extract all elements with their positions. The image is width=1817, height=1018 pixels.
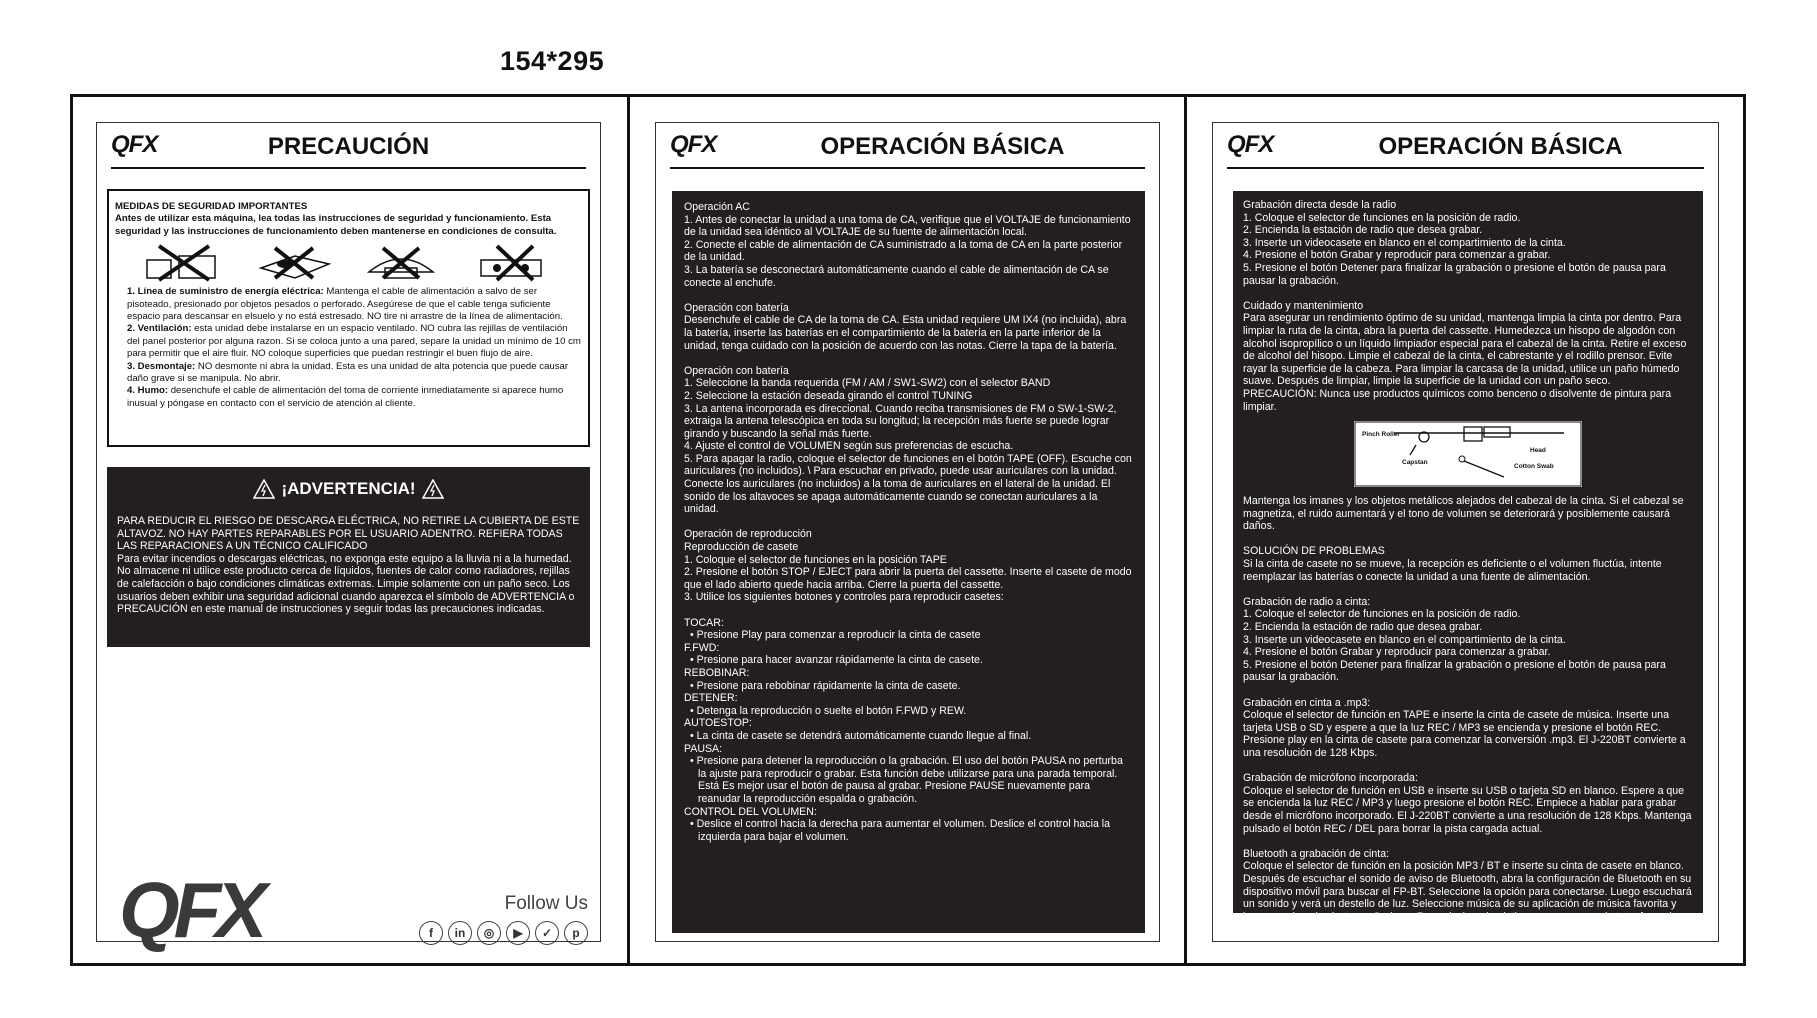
instruction-blocks — [1243, 495, 1693, 923]
crossed-out-icon — [139, 242, 229, 282]
control-description: • Presione para hacer avanzar rápidamente la cinta de casete. — [690, 654, 983, 667]
text-line: 5. Presione el botón Detener para finalizar la grabación o presione el botón de pausa para pausar la grabación. — [1243, 261, 1666, 287]
warning-text: Para evitar incendios o descargas eléctricas, no exponga este equipo a la lluvia ni a la humedad. No almacene ni utilice este producto cerca de líquidos, fuentes de calor como radiadores, rejillas de calefacción o bajo condiciones climáticas extremas. Limpie solamente con un paño seco. Los usuarios deben exhibir una seguridad adicional cuando aparezca el símbolo de ADVERTENCIA o PRECAUCIÓN en este manual de instrucciones y seguir todas las precauciones indicadas. — [117, 552, 575, 616]
instructions-box — [1233, 191, 1703, 923]
facebook-icon[interactable]: f — [419, 921, 443, 945]
page-title: OPERACIÓN BÁSICA — [820, 133, 1065, 160]
text-line: Grabación de radio a cinta: — [1243, 595, 1371, 608]
panel-precaucion — [96, 122, 601, 954]
panel-divider — [1184, 94, 1187, 966]
control-name: TOCAR: — [684, 616, 724, 629]
text-line: 1. Coloque el selector de funciones en la posición TAPE — [684, 553, 947, 566]
pinterest-icon[interactable]: p — [564, 921, 588, 945]
text-line: PRECAUCIÓN: Nunca use productos químicos como benceno o disolvente de pintura para limpiar. — [1243, 387, 1672, 413]
control-description: • Detenga la reproducción o suelte el botón F.FWD y REW. — [690, 704, 967, 717]
brand-logo-large: QFX — [119, 866, 262, 954]
text-line: Cuidado y mantenimiento — [1243, 299, 1364, 312]
youtube-icon[interactable]: ▶ — [506, 921, 530, 945]
text-line: Desenchufe el cable de CA de la toma de CA. Esta unidad requiere UM IX4 (no incluida), abra la batería, inserte las baterías en el compartimiento de la batería en la parte inferior de la unidad, tenga cuidado con la posición de acuerdo con las notas. Cierre la tapa de la batería. — [684, 314, 1127, 352]
instruction-blocks — [684, 201, 1133, 604]
pinch-roller-label: Pinch Roller — [1362, 431, 1400, 439]
control-description: • La cinta de casete se detendrá automáticamente cuando llegue al final. — [690, 729, 1032, 742]
crossed-out-icon — [361, 242, 441, 282]
title-rule — [670, 167, 1145, 169]
safety-box — [107, 189, 590, 447]
safety-illustrations — [115, 238, 582, 286]
text-line: Grabación en cinta a .mp3: — [1243, 696, 1371, 709]
text-line: Mantenga los imanes y los objetos metálicos alejados del cabezal de la cinta. Si el cabezal se magnetiza, el ruido aumentará y el tono de volumen se deteriorará y posiblemente causará daños. — [1243, 495, 1684, 533]
twitter-icon[interactable]: ✓ — [535, 921, 559, 945]
control-name: F.FWD: — [684, 641, 720, 654]
follow-us — [419, 893, 588, 945]
text-line: 5. Presione el botón Detener para finalizar la grabación o presione el botón de pausa para pausar la grabación. — [1243, 658, 1666, 684]
text-line: SOLUCIÓN DE PROBLEMAS — [1243, 545, 1385, 558]
safety-intro: Antes de utilizar esta máquina, lea todas las instrucciones de seguridad y funcionamiento. Esta seguridad y las instrucciones de funcionamiento deben mantenerse en condiciones de consulta. — [115, 213, 557, 237]
instagram-icon[interactable]: ◎ — [477, 921, 501, 945]
control-description: • Presione para detener la reproducción o la grabación. El uso del botón PAUSA no perturba la ajuste para reproducir o grabar. Esta función debe utilizarse para una parada temporal. Está Es mejor usar el botón de pausa al grabar. Presione PAUSE nuevamente para reanudar la reproducción espalda o grabación. — [690, 755, 1123, 805]
head-label: Head — [1530, 447, 1546, 455]
control-name: REBOBINAR: — [684, 666, 750, 679]
crossed-out-icon — [467, 242, 557, 282]
instruction-blocks — [1243, 199, 1693, 413]
safety-item: 1. Línea de suministro de energía eléctrica: Mantenga el cable de alimentación a salvo de ser pisoteado, presionado por objetos pesados o perforado. Asegúrese de que el cable tenga suficiente espacio para descansar en elsuelo y no está estresado. NO tire ni arrastre de la línea de alimentación. — [127, 286, 563, 323]
text-line: 3. Inserte un videocasete en blanco en el compartimiento de la cinta. — [1243, 236, 1566, 249]
warning-box — [107, 467, 590, 647]
brand-logo: QFX — [1227, 131, 1274, 158]
text-line: Operación con batería — [684, 301, 789, 314]
text-line: 2. Encienda la estación de radio que desea grabar. — [1243, 224, 1483, 237]
panel-operacion-basica-1 — [655, 122, 1160, 942]
text-line: 1. Antes de conectar la unidad a una toma de CA, verifique que el VOLTAJE de funcionamiento de la unidad sea idéntico al VOLTAJE de su fuente de alimentación local. — [684, 213, 1131, 239]
text-line: Coloque el selector de función en USB e inserte su USB o tarjeta SD en blanco. Espere a que se encienda la luz REC / MP3 y luego presione el botón REC. Empiece a hablar para grabar desde el micrófono incorporado. El J-220BT convierte a una resolución de 128 Kbps. Mantenga pulsado el botón REC / DEL para borrar la pista cargada actual. — [1243, 784, 1692, 835]
text-line: 3. La antena incorporada es direccional. Cuando reciba transmisiones de FM o SW-1-SW-2, extraiga la antena telescópica en toda su longitud; la recepción más fuerte se puede lograr girando y buscando la señal más fuerte. — [684, 402, 1117, 440]
brand-logo: QFX — [670, 131, 717, 158]
text-line: Grabación directa desde la radio — [1243, 199, 1397, 211]
text-line: 1. Coloque el selector de funciones en la posición de radio. — [1243, 211, 1521, 224]
text-line: Grabación de micrófono incorporada: — [1243, 772, 1418, 785]
cotton-swab-label: Cotton Swab — [1514, 463, 1554, 471]
text-line: Operación con batería — [684, 364, 789, 377]
control-name: PAUSA: — [684, 742, 723, 755]
text-line: Coloque el selector de función en TAPE e inserte la cinta de casete de música. Inserte una tarjeta USB o SD y espere a que la luz REC / MP3 se encienda y presione el botón REC. Presione play en la cinta de casete para comenzar la conversión .mp3. El J-220BT convierte a una resolución de 128 Kbps. — [1243, 709, 1686, 759]
tape-head-diagram — [1354, 421, 1582, 487]
text-line: 4. Presione el botón Grabar y reproducir para comenzar a grabar. — [1243, 646, 1551, 659]
follow-us-label: Follow Us — [504, 893, 588, 914]
capstan-label: Capstan — [1402, 459, 1428, 467]
linkedin-icon[interactable]: in — [448, 921, 472, 945]
text-line: 3. Utilice los siguientes botones y controles para reproducir casetes: — [684, 591, 1004, 604]
text-line: Para asegurar un rendimiento óptimo de su unidad, mantenga limpia la cinta por dentro. Para limpiar la ruta de la cinta, abra la puerta del cassette. Humedezca un hisopo de algodón con alcohol isopropílico o un líquido limpiador especial para el cabezal de la cinta. Retire el exceso de alcohol del hisopo. Limpie el cabezal de la cinta, el cabrestante y el rodillo prensor. Evite rayar la superficie de la cabeza. Para limpiar la carcasa de la unidad, utilice un paño húmedo suave. Después de limpiar, limpie la superficie de la unidad con un paño seco. — [1243, 312, 1687, 388]
text-line: Si la cinta de casete no se mueve, la recepción es deficiente o el volumen fluctúa, intente reemplazar las baterías o conecte la unidad a una fuente de alimentación. — [1243, 558, 1662, 583]
title-rule — [1227, 167, 1704, 169]
text-line: 2. Encienda la estación de radio que desea grabar. — [1243, 621, 1483, 634]
safety-heading: MEDIDAS DE SEGURIDAD IMPORTANTES — [115, 201, 308, 212]
brand-logo: QFX — [111, 131, 158, 158]
page-title: OPERACIÓN BÁSICA — [1378, 133, 1623, 160]
control-name: AUTOESTOP: — [684, 717, 752, 730]
text-line: 5. Para apagar la radio, coloque el selector de funciones en el botón TAPE (OFF). Escuche con auriculares (no incluidos). \ Para escuchar en privado, puede usar auriculares con la unidad. Conecte los auriculares (no incluidos) a la toma de auriculares en el lateral de la unidad. El sonido de los altavoces se apaga automáticamente cuando se conectan auriculares a la unidad. — [684, 452, 1132, 516]
text-line: Operación AC — [684, 201, 750, 213]
safety-item: 3. Desmontaje: NO desmonte ni abra la unidad. Esta es una unidad de alta potencia que puede causar daño grave si se manipula. No abrir. — [127, 360, 569, 385]
text-line: 4. Ajuste el control de VOLUMEN según sus preferencias de escucha. — [684, 440, 1014, 453]
text-line: Coloque el selector de función en la posición MP3 / BT e inserte su cinta de casete en blanco. Después de escuchar el sonido de aviso de Bluetooth, abra la configuración de Bluetooth en su dispositivo móvil para buscar el FP-BT. Seleccione la opción para conectarse. Luego escuchará un sonido y verá un destello de luz. Seleccione música de su aplicación de música favorita y luego presione los botones Grabar y Reproducir en la platina para comenzar la transferencia. — [1243, 860, 1692, 923]
text-line: 1. Coloque el selector de funciones en la posición de radio. — [1243, 608, 1521, 621]
safety-item: 2. Ventilación: esta unidad debe instalarse en un espacio ventilado. NO cubra las rejillas de ventilación del panel posterior por alguna razon. Si se coloca junto a una pared, separe la unidad un mínimo de 10 cm para permitir que el aire fluir. NO coloque superficies que puedan restringir el buen flujo de aire. — [127, 323, 581, 360]
size-label: 154*295 — [500, 46, 605, 76]
text-line: 2. Seleccione la estación deseada girando el control TUNING — [684, 389, 973, 402]
control-description: • Deslice el control hacia la derecha para aumentar el volumen. Deslice el control hacia la izquierda para bajar el volumen. — [690, 818, 1111, 843]
warning-text: PARA REDUCIR EL RIESGO DE DESCARGA ELÉCTRICA, NO RETIRE LA CUBIERTA DE ESTE ALTAVOZ. NO HAY PARTES REPARABLES POR EL USUARIO ADENTRO. REFIERA TODAS LAS REPARACIONES A UN TÉCNICO CALIFICADO — [117, 515, 580, 553]
social-icons — [419, 921, 588, 945]
text-line: Reproducción de casete — [684, 541, 799, 554]
text-line: 2. Conecte el cable de alimentación de CA suministrado a la toma de CA en la parte posterior de la unidad. — [684, 238, 1123, 264]
control-name: DETENER: — [684, 692, 738, 705]
controls-list — [684, 604, 1133, 843]
text-line: 1. Seleccione la banda requerida (FM / AM / SW1-SW2) con el selector BAND — [684, 377, 1051, 390]
control-description: • Presione Play para comenzar a reproducir la cinta de casete — [690, 629, 981, 642]
warning-icon — [253, 479, 275, 499]
text-line: 2. Presione el botón STOP / EJECT para abrir la puerta del cassette. Inserte el casete de modo que el lado abierto quede hacia arriba. Cierre la puerta del cassette. — [684, 566, 1132, 591]
text-line: Operación de reproducción — [684, 528, 812, 541]
title-rule — [111, 167, 586, 169]
panel-operacion-basica-2 — [1212, 122, 1719, 942]
warning-title: ¡ADVERTENCIA! — [117, 479, 580, 499]
control-description: • Presione para rebobinar rápidamente la cinta de casete. — [690, 679, 961, 692]
panel-divider — [627, 94, 630, 966]
text-line: 3. Inserte un videocasete en blanco en el compartimiento de la cinta. — [1243, 633, 1566, 646]
text-line: 4. Presione el botón Grabar y reproducir para comenzar a grabar. — [1243, 249, 1551, 262]
crossed-out-icon — [255, 242, 335, 282]
warning-icon — [422, 479, 444, 499]
instructions-box — [672, 191, 1145, 933]
control-name: CONTROL DEL VOLUMEN: — [684, 805, 817, 818]
safety-item: 4. Humo: desenchufe el cable de alimentación del toma de corriente inmediatamente si aparece humo inusual y póngase en contacto con el servicio de atención al cliente. — [127, 385, 564, 409]
text-line: Bluetooth a grabación de cinta: — [1243, 847, 1390, 860]
page-title: PRECAUCIÓN — [267, 133, 430, 160]
text-line: 3. La batería se desconectará automáticamente cuando el cable de alimentación de CA se conecte al enchufe. — [684, 263, 1109, 289]
